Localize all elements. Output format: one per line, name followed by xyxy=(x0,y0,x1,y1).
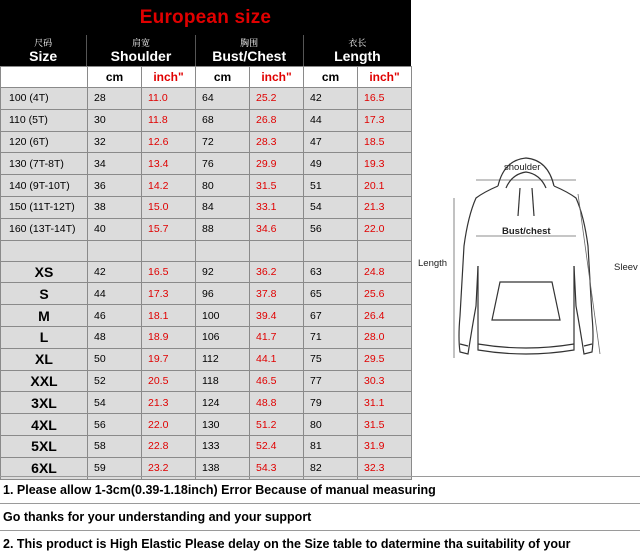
chest-in-cell: 29.9 xyxy=(250,153,304,175)
unit-inch: inch" xyxy=(358,67,412,88)
header-length-en: Length xyxy=(334,47,381,64)
spacer-cell xyxy=(142,240,196,261)
unit-cm: cm xyxy=(304,67,358,88)
shoulder-cm-cell: 46 xyxy=(88,305,142,327)
header-chest xyxy=(196,35,304,66)
header-shoulder-en: Shoulder xyxy=(110,47,172,64)
size-table xyxy=(0,66,412,480)
chest-cm-cell: 64 xyxy=(196,88,250,110)
length-in-cell: 31.1 xyxy=(358,392,412,414)
size-label-cell: 120 (6T) xyxy=(1,131,88,153)
shoulder-cm-cell: 30 xyxy=(88,109,142,131)
diagram-sleeve-label: Sleev xyxy=(614,262,638,273)
length-cm-cell: 71 xyxy=(304,326,358,348)
length-cm-cell: 51 xyxy=(304,175,358,197)
shoulder-cm-cell: 56 xyxy=(88,414,142,436)
chest-in-cell: 31.5 xyxy=(250,175,304,197)
hoodie-illustration xyxy=(414,66,640,476)
length-in-cell: 17.3 xyxy=(358,109,412,131)
spacer-cell xyxy=(304,240,358,261)
table-row xyxy=(1,218,412,240)
table-row xyxy=(1,175,412,197)
chest-in-cell: 26.8 xyxy=(250,109,304,131)
shoulder-cm-cell: 40 xyxy=(88,218,142,240)
length-in-cell: 28.0 xyxy=(358,326,412,348)
length-cm-cell: 47 xyxy=(304,131,358,153)
length-in-cell: 25.6 xyxy=(358,283,412,305)
table-row xyxy=(1,305,412,327)
size-label-cell: 3XL xyxy=(1,392,88,414)
size-label-cell: 160 (13T-14T) xyxy=(1,218,88,240)
shoulder-in-cell: 16.5 xyxy=(142,261,196,283)
length-in-cell: 22.0 xyxy=(358,218,412,240)
size-label-cell: 4XL xyxy=(1,414,88,436)
length-cm-cell: 42 xyxy=(304,88,358,110)
spacer-row xyxy=(1,240,412,261)
chest-in-cell: 36.2 xyxy=(250,261,304,283)
size-label-cell: XXL xyxy=(1,370,88,392)
chest-in-cell: 28.3 xyxy=(250,131,304,153)
shoulder-cm-cell: 36 xyxy=(88,175,142,197)
table-row xyxy=(1,370,412,392)
header-shoulder-cn: 肩宽 xyxy=(131,37,150,48)
table-row xyxy=(1,348,412,370)
chest-in-cell: 52.4 xyxy=(250,435,304,457)
length-in-cell: 16.5 xyxy=(358,88,412,110)
spacer-cell xyxy=(250,240,304,261)
unit-inch: inch" xyxy=(142,67,196,88)
unit-row xyxy=(1,67,412,88)
chest-cm-cell: 100 xyxy=(196,305,250,327)
length-cm-cell: 75 xyxy=(304,348,358,370)
shoulder-cm-cell: 44 xyxy=(88,283,142,305)
size-label-cell: 6XL xyxy=(1,457,88,479)
shoulder-cm-cell: 32 xyxy=(88,131,142,153)
length-cm-cell: 49 xyxy=(304,153,358,175)
chest-cm-cell: 96 xyxy=(196,283,250,305)
unit-cell-blank xyxy=(1,67,88,88)
title-bar xyxy=(0,0,411,35)
shoulder-in-cell: 15.7 xyxy=(142,218,196,240)
size-label-cell: 5XL xyxy=(1,435,88,457)
shoulder-cm-cell: 58 xyxy=(88,435,142,457)
size-label-cell: S xyxy=(1,283,88,305)
chest-cm-cell: 92 xyxy=(196,261,250,283)
chest-cm-cell: 84 xyxy=(196,196,250,218)
header-chest-cn: 胸围 xyxy=(240,37,259,48)
shoulder-cm-cell: 38 xyxy=(88,196,142,218)
size-label-cell: 110 (5T) xyxy=(1,109,88,131)
table-row xyxy=(1,392,412,414)
length-in-cell: 18.5 xyxy=(358,131,412,153)
shoulder-in-cell: 11.8 xyxy=(142,109,196,131)
shoulder-cm-cell: 34 xyxy=(88,153,142,175)
shoulder-in-cell: 11.0 xyxy=(142,88,196,110)
chest-cm-cell: 76 xyxy=(196,153,250,175)
chest-cm-cell: 80 xyxy=(196,175,250,197)
size-label-cell: 130 (7T-8T) xyxy=(1,153,88,175)
table-row xyxy=(1,283,412,305)
shoulder-cm-cell: 52 xyxy=(88,370,142,392)
shoulder-in-cell: 18.9 xyxy=(142,326,196,348)
chest-in-cell: 48.8 xyxy=(250,392,304,414)
size-label-cell: 140 (9T-10T) xyxy=(1,175,88,197)
chest-cm-cell: 133 xyxy=(196,435,250,457)
unit-cm: cm xyxy=(88,67,142,88)
chest-in-cell: 46.5 xyxy=(250,370,304,392)
length-in-cell: 29.5 xyxy=(358,348,412,370)
length-in-cell: 32.3 xyxy=(358,457,412,479)
shoulder-cm-cell: 54 xyxy=(88,392,142,414)
chest-in-cell: 51.2 xyxy=(250,414,304,436)
shoulder-in-cell: 22.0 xyxy=(142,414,196,436)
length-cm-cell: 65 xyxy=(304,283,358,305)
header-size-cn: 尺码 xyxy=(34,37,53,48)
size-label-cell: M xyxy=(1,305,88,327)
length-cm-cell: 67 xyxy=(304,305,358,327)
size-label-cell: 100 (4T) xyxy=(1,88,88,110)
chest-in-cell: 34.6 xyxy=(250,218,304,240)
chest-cm-cell: 130 xyxy=(196,414,250,436)
header-chest-en: Bust/Chest xyxy=(212,47,287,64)
table-row xyxy=(1,109,412,131)
shoulder-cm-cell: 50 xyxy=(88,348,142,370)
size-label-cell: 150 (11T-12T) xyxy=(1,196,88,218)
chest-in-cell: 39.4 xyxy=(250,305,304,327)
chest-cm-cell: 72 xyxy=(196,131,250,153)
chest-in-cell: 33.1 xyxy=(250,196,304,218)
table-row xyxy=(1,435,412,457)
shoulder-cm-cell: 28 xyxy=(88,88,142,110)
notes-section xyxy=(0,476,640,557)
shoulder-in-cell: 21.3 xyxy=(142,392,196,414)
length-cm-cell: 77 xyxy=(304,370,358,392)
shoulder-in-cell: 12.6 xyxy=(142,131,196,153)
length-cm-cell: 80 xyxy=(304,414,358,436)
table-row xyxy=(1,414,412,436)
note-line-2: Go thanks for your understanding and your support xyxy=(0,503,640,530)
unit-inch: inch" xyxy=(250,67,304,88)
chest-cm-cell: 138 xyxy=(196,457,250,479)
length-cm-cell: 81 xyxy=(304,435,358,457)
diagram-length-label: Length xyxy=(418,258,448,269)
chest-in-cell: 41.7 xyxy=(250,326,304,348)
table-row xyxy=(1,88,412,110)
chest-in-cell: 44.1 xyxy=(250,348,304,370)
size-table-body xyxy=(1,67,412,480)
shoulder-in-cell: 22.8 xyxy=(142,435,196,457)
chest-cm-cell: 124 xyxy=(196,392,250,414)
shoulder-in-cell: 13.4 xyxy=(142,153,196,175)
chest-cm-cell: 118 xyxy=(196,370,250,392)
header-shoulder xyxy=(87,35,195,66)
chart-title: European size xyxy=(139,6,272,28)
length-cm-cell: 82 xyxy=(304,457,358,479)
diagram-chest-label: Bust/chest xyxy=(502,226,551,237)
shoulder-in-cell: 17.3 xyxy=(142,283,196,305)
length-in-cell: 26.4 xyxy=(358,305,412,327)
shoulder-in-cell: 15.0 xyxy=(142,196,196,218)
chest-cm-cell: 88 xyxy=(196,218,250,240)
shoulder-in-cell: 20.5 xyxy=(142,370,196,392)
table-row xyxy=(1,196,412,218)
chest-in-cell: 25.2 xyxy=(250,88,304,110)
header-size xyxy=(0,35,87,66)
shoulder-in-cell: 14.2 xyxy=(142,175,196,197)
chest-in-cell: 54.3 xyxy=(250,457,304,479)
length-in-cell: 19.3 xyxy=(358,153,412,175)
table-row xyxy=(1,261,412,283)
unit-cm: cm xyxy=(196,67,250,88)
size-label-cell: XS xyxy=(1,261,88,283)
note-line-1: 1. Please allow 1-3cm(0.39-1.18inch) Error Because of manual measuring xyxy=(0,476,640,503)
hoodie-diagram xyxy=(414,66,640,476)
length-in-cell: 31.9 xyxy=(358,435,412,457)
spacer-cell xyxy=(196,240,250,261)
length-in-cell: 21.3 xyxy=(358,196,412,218)
chest-cm-cell: 68 xyxy=(196,109,250,131)
shoulder-in-cell: 23.2 xyxy=(142,457,196,479)
shoulder-in-cell: 18.1 xyxy=(142,305,196,327)
length-cm-cell: 56 xyxy=(304,218,358,240)
note-line-3: 2. This product is High Elastic Please delay on the Size table to datermine tha suitability of your xyxy=(0,530,640,557)
diagram-shoulder-label: shoulder xyxy=(504,162,541,173)
header-size-en: Size xyxy=(29,47,58,64)
column-header-row xyxy=(0,35,411,66)
table-row xyxy=(1,131,412,153)
header-length-cn: 衣长 xyxy=(348,37,367,48)
spacer-cell xyxy=(1,240,88,261)
length-cm-cell: 44 xyxy=(304,109,358,131)
length-in-cell: 30.3 xyxy=(358,370,412,392)
size-label-cell: L xyxy=(1,326,88,348)
spacer-cell xyxy=(358,240,412,261)
chest-cm-cell: 106 xyxy=(196,326,250,348)
length-cm-cell: 54 xyxy=(304,196,358,218)
shoulder-in-cell: 19.7 xyxy=(142,348,196,370)
table-row xyxy=(1,326,412,348)
header-length xyxy=(304,35,411,66)
chest-cm-cell: 112 xyxy=(196,348,250,370)
chest-in-cell: 37.8 xyxy=(250,283,304,305)
size-label-cell: XL xyxy=(1,348,88,370)
shoulder-cm-cell: 42 xyxy=(88,261,142,283)
length-in-cell: 20.1 xyxy=(358,175,412,197)
shoulder-cm-cell: 48 xyxy=(88,326,142,348)
spacer-cell xyxy=(88,240,142,261)
length-in-cell: 24.8 xyxy=(358,261,412,283)
length-in-cell: 31.5 xyxy=(358,414,412,436)
table-row xyxy=(1,153,412,175)
length-cm-cell: 79 xyxy=(304,392,358,414)
length-cm-cell: 63 xyxy=(304,261,358,283)
shoulder-cm-cell: 59 xyxy=(88,457,142,479)
